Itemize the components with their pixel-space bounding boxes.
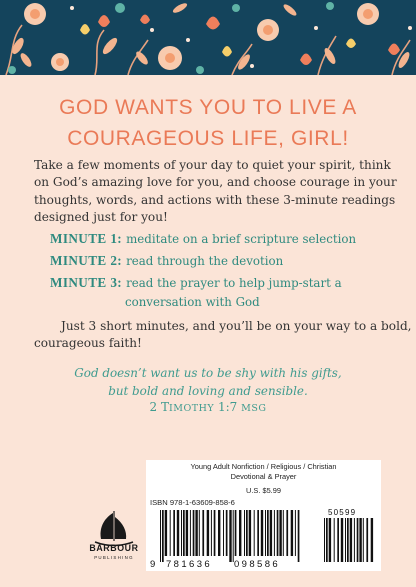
- barcode-bar: [207, 510, 209, 556]
- barcode-bar: [270, 510, 272, 556]
- barcode-bar: [261, 510, 263, 556]
- barcode-bar: [162, 510, 164, 562]
- reference-book-rest: IMOTHY: [169, 403, 215, 414]
- closing-line: Just 3 short minutes, and you’ll be on your way to a bold,: [61, 319, 412, 333]
- scripture-quote: [0, 365, 416, 400]
- barcode-bar: [249, 510, 251, 556]
- barcode-bar: [359, 518, 361, 562]
- closing-paragraph: [34, 318, 412, 353]
- barcode-bar: [366, 518, 368, 562]
- barcode-digits-group-1: 781636: [166, 559, 213, 570]
- barcode-bar: [186, 510, 188, 556]
- barcode-digits-group-2: 098586: [234, 559, 281, 570]
- isbn-barcode-box: [146, 460, 381, 571]
- barcode-bar: [199, 510, 200, 556]
- barcode-bar: [190, 510, 191, 556]
- minute-3-text: read the prayer to help jump-start a: [126, 276, 342, 290]
- intro-line: Take a few moments of your day to quiet your spirit, think: [34, 158, 391, 172]
- barcode-bar: [257, 510, 259, 556]
- intro-line: designed just for you!: [34, 210, 168, 225]
- bisac-category: [146, 462, 381, 481]
- barbour-publishing-logo-icon: [89, 509, 139, 569]
- intro-line: on God’s amazing love for you, and choose courage in your: [34, 175, 397, 190]
- barcode-bar: [347, 518, 349, 562]
- reference-verse: 1:7: [214, 400, 242, 414]
- barcode-bar: [345, 518, 346, 562]
- barcode-addon-digits: 50599: [328, 508, 357, 517]
- barcode-bar: [267, 510, 269, 556]
- barcode-bar: [334, 518, 335, 562]
- barcode-bar: [326, 518, 328, 562]
- barcode-bar: [350, 518, 352, 562]
- barcode-bar: [183, 510, 185, 556]
- barcode-bar: [244, 510, 245, 556]
- barcode-bar: [218, 510, 220, 556]
- barcode-bar: [195, 510, 197, 556]
- category-line-1: Young Adult Nonfiction / Religious / Christian: [190, 462, 337, 471]
- barcode-bar: [181, 510, 182, 556]
- intro-line: thoughts, words, and actions with these 3-minute readings: [34, 192, 396, 207]
- barcode-bar: [202, 510, 204, 556]
- barcode-bar: [246, 510, 248, 556]
- barcode-bar: [193, 510, 195, 556]
- price: U.S. $5.99: [246, 486, 281, 495]
- isbn-number: ISBN 978-1-63609-858-6: [150, 498, 235, 507]
- barcode-bar: [214, 510, 216, 556]
- barcode-bar: [229, 510, 231, 562]
- headline-line-1: GOD WANTS YOU TO LIVE A: [59, 96, 357, 119]
- barcode-bar: [295, 510, 296, 556]
- barcode-digit-first: 9: [150, 559, 156, 570]
- minute-2-label: MINUTE 2:: [50, 253, 123, 268]
- headline: [0, 92, 416, 154]
- closing-line: courageous faith!: [34, 336, 142, 351]
- barcode-bar: [165, 510, 167, 556]
- barcode-bar: [337, 518, 339, 562]
- barcode-bar: [363, 518, 364, 562]
- barcode-bar: [265, 510, 266, 556]
- barcode-bar: [160, 510, 161, 562]
- intro-paragraph: [34, 157, 397, 227]
- quote-line-2: but bold and loving and sensible.: [108, 383, 308, 398]
- quote-line-1: God doesn’t want us to be shy with his gifts,: [74, 366, 342, 380]
- barcode-bar: [254, 510, 255, 556]
- barcode-bar: [170, 510, 171, 556]
- category-line-2: Devotional & Prayer: [230, 471, 297, 481]
- minute-3-text-continued: conversation with God: [125, 295, 260, 309]
- minute-1-label: MINUTE 1:: [50, 231, 123, 246]
- barcode-bar: [235, 510, 237, 556]
- barcode-bar: [274, 510, 275, 556]
- barcode-bar: [283, 510, 284, 556]
- barcode-bar: [357, 518, 359, 562]
- barcode-bar: [291, 510, 293, 556]
- barcode-bar: [226, 510, 228, 556]
- barcode-graphic: [146, 507, 381, 571]
- barcode-bar: [177, 510, 179, 556]
- barcode-bar: [286, 510, 288, 556]
- publisher-subtitle: PUBLISHING: [94, 555, 134, 560]
- barcode-bar: [173, 510, 175, 556]
- barcode-bar: [341, 518, 343, 562]
- reference-book-start: 2 T: [149, 400, 169, 414]
- barcode-bar: [233, 510, 234, 562]
- barcode-bar: [354, 518, 355, 562]
- barcode-bar: [298, 510, 300, 562]
- minute-3-label: MINUTE 3:: [50, 275, 123, 290]
- minute-2-item: [50, 251, 283, 271]
- barcode-bar: [277, 510, 279, 556]
- minute-3-item: [50, 273, 342, 293]
- barcode-bar: [329, 518, 331, 562]
- minute-1-text: meditate on a brief scripture selection: [126, 232, 357, 246]
- minute-1-item: [50, 229, 356, 249]
- publisher-name: BARBOUR: [89, 543, 139, 553]
- headline-line-2: COURAGEOUS LIFE, GIRL!: [67, 127, 349, 150]
- barcode-bar: [279, 510, 281, 556]
- barcode-bar: [211, 510, 212, 556]
- minute-2-text: read through the devotion: [126, 254, 284, 268]
- floral-illustration: [0, 0, 416, 75]
- floral-pattern-band: [0, 0, 416, 75]
- barcode-bar: [223, 510, 224, 556]
- reference-version: MSG: [241, 403, 267, 414]
- barcode-bar: [371, 518, 373, 562]
- barcode-bar: [239, 510, 241, 556]
- scripture-reference: [0, 400, 416, 414]
- barcode-bar: [324, 518, 325, 562]
